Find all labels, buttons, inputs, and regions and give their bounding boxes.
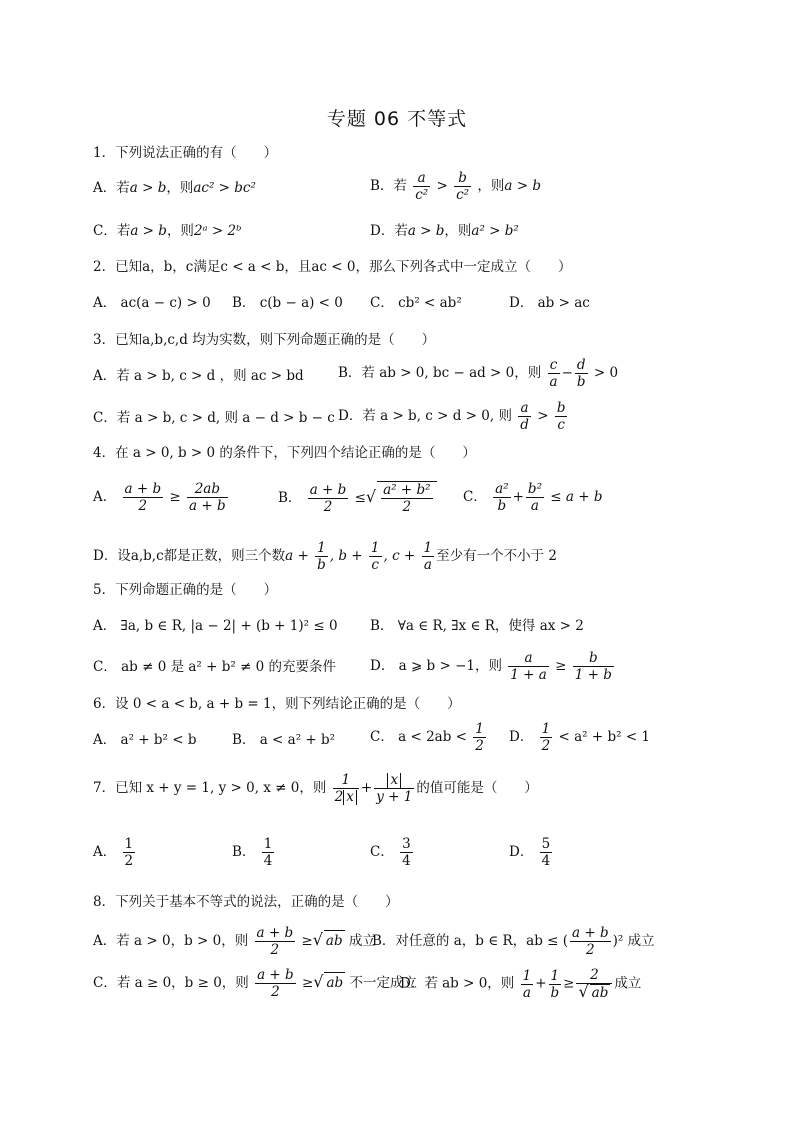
q7-option-c: C． $\frac{3}{4}$	[370, 836, 411, 869]
fraction: $\frac{1}{b}$	[550, 967, 560, 1001]
fraction: $\frac{x}{y + 1}$	[376, 772, 413, 805]
fraction: $\frac{1}{2}$	[124, 836, 134, 869]
q1-option-c: C．若a > b，则2ᵃ > 2ᵇ	[93, 223, 242, 239]
question-2-stem: 2．已知a，b，c满足c < a < b，且ac < 0，那么下列各式中一定成立（ ）	[93, 259, 572, 275]
fraction: $\frac{a}{d}$	[520, 400, 529, 433]
q7-option-d: D． $\frac{5}{4}$	[509, 836, 551, 869]
q1-option-b: B．若 $\frac{a}{\text{c²}}$ > $\frac{b}{\text{c²}}$ ，则a > b	[370, 170, 541, 203]
fraction: $\frac{b}{c}$	[556, 400, 566, 433]
q1-option-a: A．若a > b，则ac² > bc²	[93, 180, 256, 196]
q5-option-b: B． ∀a ∈ R, ∃x ∈ R，使得 ax > 2	[370, 618, 584, 634]
fraction: $\frac{1}{2}$	[541, 721, 551, 754]
q2-option-b: B． c(b − a) < 0	[232, 295, 343, 311]
fraction: $\frac{1}{a}$	[423, 540, 433, 573]
fraction: $\frac{c}{a}$	[549, 357, 558, 390]
fraction: $\frac{5}{4}$	[541, 836, 551, 869]
fraction: $\frac{1}{2 x}$	[333, 772, 359, 805]
fraction: $\frac{1}{b}$	[317, 540, 326, 573]
q2-option-d: D． ab > ac	[509, 295, 590, 311]
fraction: $\frac{1}{4}$	[263, 836, 273, 869]
q2-option-c: C． cb² < ab²	[370, 295, 462, 311]
fraction: $\frac{2ab}{a + b}$	[189, 481, 226, 514]
fraction: $\frac{a + b}{2}$	[572, 925, 609, 958]
q3-option-d: D．若 a > b, c > d > 0, 则 $\frac{a}{d}$ > $\frac{b}{c}$	[338, 400, 566, 433]
question-4-stem: 4．在 a > 0, b > 0 的条件下，下列四个结论正确的是（ ）	[93, 445, 476, 461]
fraction: $\frac{\text{a² + b²}}{2}$	[383, 482, 431, 515]
q7-option-b: B． $\frac{1}{4}$	[232, 836, 273, 869]
q3-option-c: C．若 a > b, c > d, 则 a − d > b − c	[93, 410, 335, 426]
question-5-stem: 5．下列命题正确的是（ ）	[93, 582, 278, 598]
fraction: $\frac{\text{b²}}{a}$	[527, 481, 542, 514]
q7-option-a: A． $\frac{1}{2}$	[93, 836, 134, 869]
q5-option-d: D． a ⩾ b > −1，则 $\frac{a}{1 + a}$ ≥ $\frac{b}{1 + b}$	[370, 650, 612, 683]
fraction: $\frac{a + b}{2}$	[309, 482, 347, 515]
q6-option-c: C． a < 2ab < $\frac{1}{2}$	[370, 721, 484, 754]
question-7-stem: 7．已知 x + y = 1, y > 0, x ≠ 0，则 $\frac{1}{2 x}$ + $\frac{x}{y + 1}$ 的值可能是（ ）	[93, 772, 538, 805]
fraction: $\frac{a + b}{2}$	[256, 925, 294, 958]
q6-option-b: B． a < a² + b²	[232, 732, 336, 748]
fraction: $\frac{a}{1 + a}$	[510, 650, 547, 683]
question-6-stem: 6．设 0 < a < b, a + b = 1，则下列结论正确的是（ ）	[93, 696, 461, 712]
q6-option-d: D． $\frac{1}{2}$ < a² + b² < 1	[509, 721, 651, 754]
q5-option-a: A． ∃a, b ∈ R, |a − 2| + (b + 1)² ≤ 0	[93, 618, 338, 634]
q4-option-b: B． $\frac{a + b}{2}$ ≤√ $\frac{\text{a² + b²}}{2}$	[278, 481, 437, 515]
q8-option-b: B．对任意的 a，b ∈ R，ab ≤ ( $\frac{a + b}{2}$ )² 成立	[372, 925, 655, 958]
q8-option-c: C．若 a ≥ 0，b ≥ 0，则 $\frac{a + b}{2}$ ≥√ ab 不一定成立	[93, 967, 417, 1000]
fraction: $\frac{a + b}{2}$	[124, 481, 162, 514]
question-1-stem: 1．下列说法正确的有（ ）	[93, 145, 278, 161]
fraction: $\frac{b}{\text{c²}}$	[456, 170, 470, 203]
q8-option-a: A．若 a > 0，b > 0，则 $\frac{a + b}{2}$ ≥√ ab 成立	[93, 925, 376, 958]
fraction: $\frac{3}{4}$	[402, 836, 411, 869]
q4-option-c: C． $\frac{\text{a²}}{b}$ + $\frac{\text{b²}}{a}$ ≤ a + b	[463, 481, 603, 514]
q3-option-b: B．若 ab > 0, bc − ad > 0，则 $\frac{c}{a}$ − $\frac{d}{b}$ > 0	[338, 357, 619, 390]
question-8-stem: 8．下列关于基本不等式的说法，正确的是（ ）	[93, 894, 399, 910]
question-3-stem: 3．已知a,b,c,d 均为实数，则下列命题正确的是（ ）	[93, 332, 436, 348]
q5-option-c: C． ab ≠ 0 是 a² + b² ≠ 0 的充要条件	[93, 659, 337, 675]
q3-option-a: A．若 a > b, c > d ，则 ac > bd	[93, 368, 304, 384]
fraction: $\frac{1}{c}$	[370, 540, 380, 573]
fraction: $\frac{2}{√ ab}$	[576, 967, 612, 1001]
q8-option-d: D．若 ab > 0，则 $\frac{1}{a}$ + $\frac{1}{b}$ ≥ $\frac{2}{√ ab}$ 成立	[400, 967, 642, 1001]
page-title: 专题 06 不等式	[326, 108, 468, 130]
fraction: $\frac{\text{a²}}{b}$	[495, 481, 509, 514]
q4-option-d: D．设a,b,c都是正数，则三个数a + $\frac{1}{b}$ , b + $\frac{1}{c}$ , c + $\frac{1}{a}$ 至少有一个不小于 2	[93, 540, 558, 573]
q4-option-a: A． $\frac{a + b}{2}$ ≥ $\frac{2ab}{a + b}$	[93, 481, 226, 514]
fraction: $\frac{a}{\text{c²}}$	[415, 170, 429, 203]
fraction: $\frac{d}{b}$	[576, 357, 586, 390]
fraction: $\frac{a + b}{2}$	[257, 967, 294, 1000]
fraction: $\frac{b}{1 + b}$	[574, 650, 612, 683]
fraction: $\frac{1}{2}$	[475, 721, 484, 754]
q6-option-a: A． a² + b² < b	[93, 732, 197, 748]
q1-option-d: D．若a > b，则a² > b²	[370, 223, 519, 239]
fraction: $\frac{1}{a}$	[522, 967, 532, 1001]
q2-option-a: A． ac(a − c) > 0	[93, 295, 211, 311]
